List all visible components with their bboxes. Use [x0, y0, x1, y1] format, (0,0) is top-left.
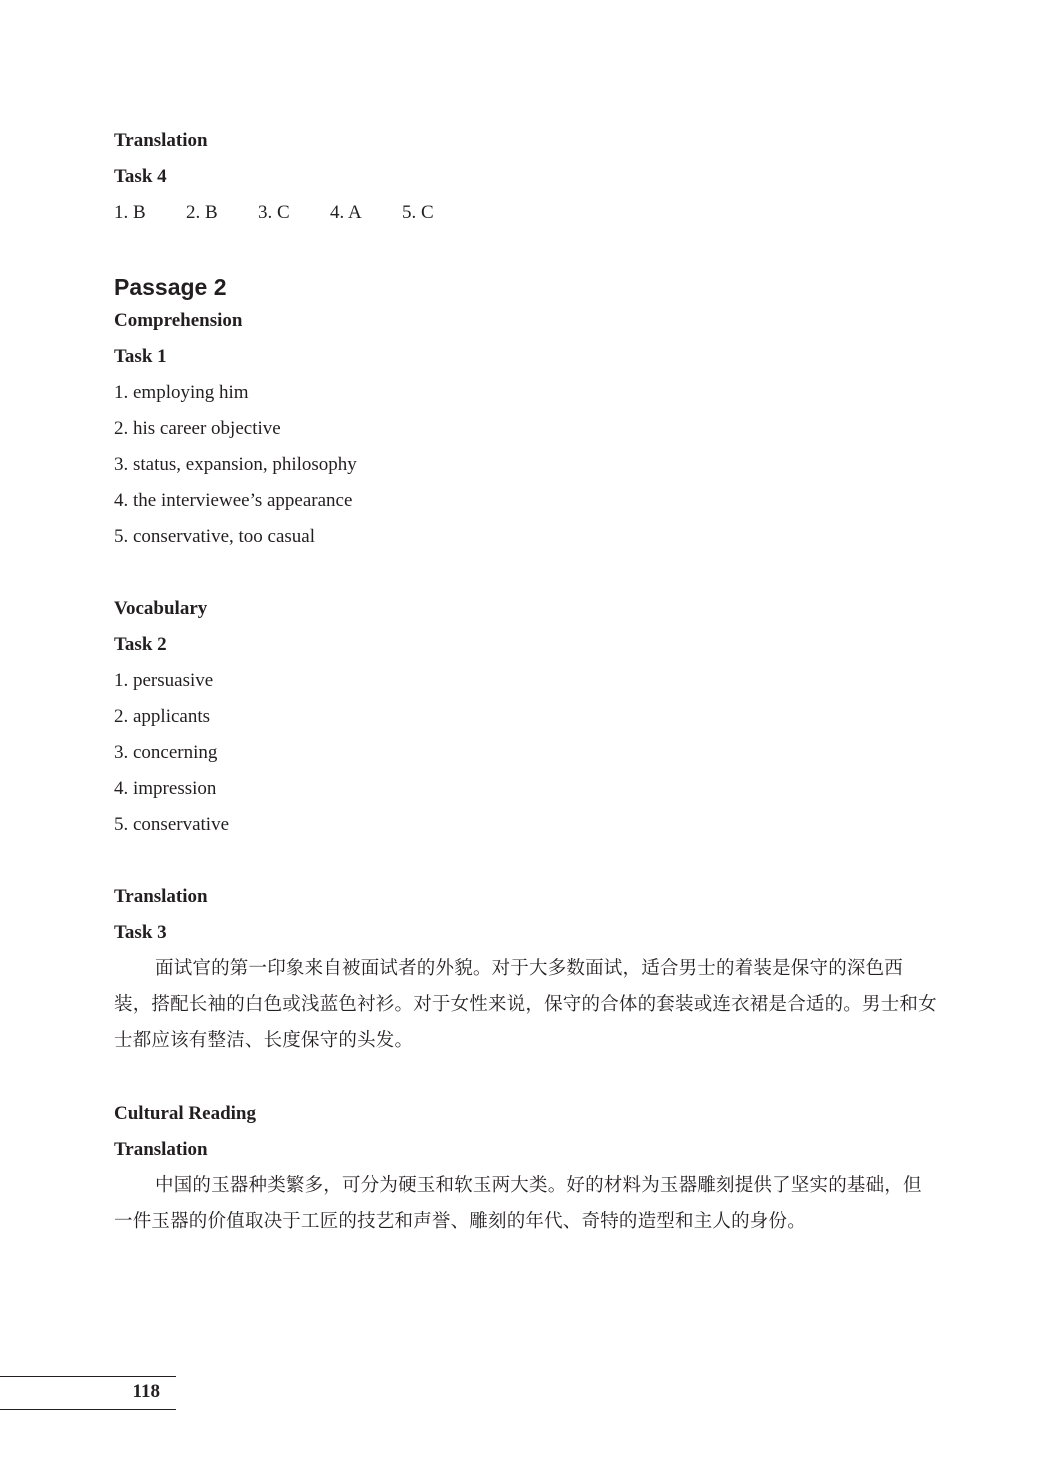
- passage-title: Passage 2: [114, 274, 227, 300]
- translation-paragraph: 面试官的第一印象来自被面试者的外貌。对于大多数面试，适合男士的着装是保守的深色西装，搭配长袖的白色或浅蓝色衬衫。对于女性来说，保守的合体的套装或连衣裙是合适的。男士和女士都应该有整洁、长度保守的头发。: [114, 959, 937, 1051]
- list-item: 3. concerning: [114, 742, 218, 763]
- answer-item: 1. B: [114, 202, 146, 223]
- list-item: 2. applicants: [114, 706, 211, 727]
- answer-item: 3. C: [258, 202, 290, 223]
- footer-rule-top: [0, 1376, 176, 1377]
- task-label-3: Task 3: [114, 922, 167, 943]
- answer-row: [114, 201, 434, 225]
- list-item: 4. impression: [114, 778, 217, 799]
- task-label-1: Task 1: [114, 346, 167, 367]
- answer-item: 5. C: [402, 202, 434, 223]
- list-item: 1. persuasive: [114, 670, 214, 691]
- section-heading-comprehension: Comprehension: [114, 310, 243, 331]
- section-heading-translation: Translation: [114, 886, 208, 907]
- list-item: 2. his career objective: [114, 418, 281, 439]
- section-subheading-translation: Translation: [114, 1139, 208, 1160]
- list-item: 3. status, expansion, philosophy: [114, 454, 357, 475]
- footer-rule-bottom: [0, 1409, 176, 1410]
- page-number: 118: [132, 1381, 160, 1402]
- answer-item: 4. A: [330, 202, 362, 223]
- list-item: 1. employing him: [114, 382, 249, 403]
- section-heading-translation: Translation: [114, 130, 208, 151]
- task-label-4: Task 4: [114, 166, 167, 187]
- task-label-2: Task 2: [114, 634, 167, 655]
- list-item: 5. conservative, too casual: [114, 526, 316, 547]
- list-item: 5. conservative: [114, 814, 230, 835]
- answer-item: 2. B: [186, 202, 218, 223]
- cultural-paragraph: 中国的玉器种类繁多，可分为硬玉和软玉两大类。好的材料为玉器雕刻提供了坚实的基础，但一件玉器的价值取决于工匠的技艺和声誉、雕刻的年代、奇特的造型和主人的身份。: [114, 1176, 922, 1232]
- list-item: 4. the interviewee’s appearance: [114, 490, 353, 511]
- section-heading-cultural-reading: Cultural Reading: [114, 1103, 256, 1124]
- section-heading-vocabulary: Vocabulary: [114, 598, 208, 619]
